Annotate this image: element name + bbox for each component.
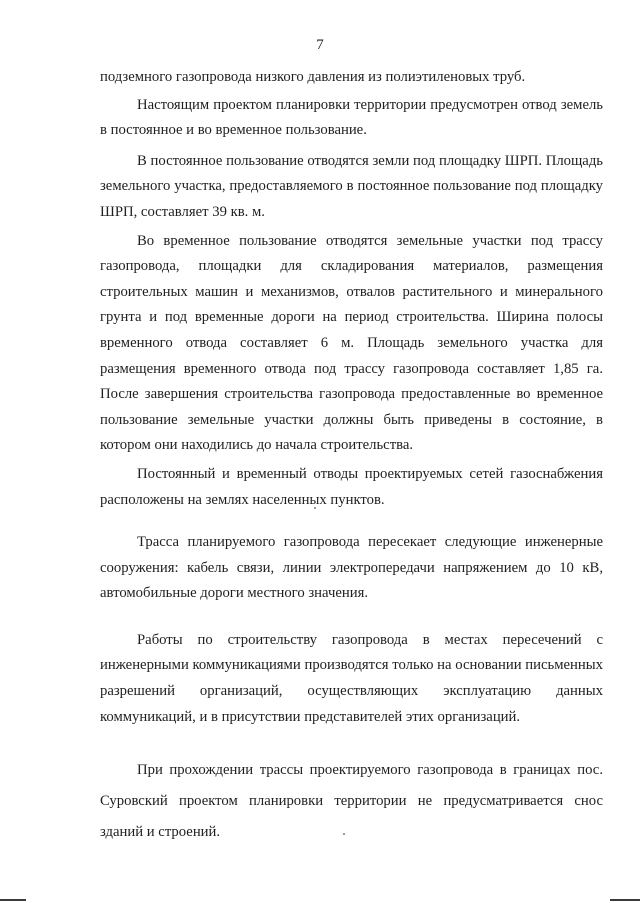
page-number: 7: [316, 37, 324, 53]
paragraph-land-allocation: Настоящим проектом планировки территории предусмотрен отвод земель в постоянное и во временное пользование.: [100, 96, 603, 139]
paragraph-demolition: При прохождении трассы проектируемого газопровода в границах пос. Суровский проектом планировки территории не предусматривается снос зданий и строений.: [100, 762, 603, 841]
paragraph-crossings: Трасса планируемого газопровода пересекает следующие инженерные сооружения: кабель связи, линии электропередачи напряжением до 10 кВ, автомобильные дороги местного значения.: [100, 534, 603, 602]
scan-speck: [314, 507, 316, 509]
paragraph-permissions: Работы по строительству газопровода в местах пересечений с инженерными коммуникациями производятся только на основании письменных разрешений организаций, осуществляющих эксплуатацию данных коммуникаций, и в присутствии представителей этих организаций.: [100, 631, 603, 725]
scan-edge-mark: [0, 899, 26, 901]
scan-edge-mark: [610, 899, 640, 901]
paragraph-permanent-use: В постоянное пользование отводятся земли под площадку ШРП. Площадь земельного участка, предоставляемого в постоянное пользование под площадку ШРП, составляет 39 кв. м.: [100, 152, 603, 220]
scan-speck: [343, 833, 345, 835]
paragraph-temporary-use: Во временное пользование отводятся земельные участки под трассу газопровода, площадки для складирования материалов, размещения строительных машин и механизмов, отвалов растительного и минерального грунта и под временные дороги на период строительства. Ширина полосы временного отвода составляет 6 м. Площадь земельного участка для размещения временного отвода под трассу газопровода составляет 1,85 га. После завершения строительства газопровода предоставленные во временное пользование земельные участки должны быть приведены в состояние, в котором они находились до начала строительства.: [100, 232, 603, 454]
document-body: [100, 65, 603, 848]
paragraph-land-category: Постоянный и временный отводы проектируемых сетей газоснабжения расположены на землях населенных пунктов.: [100, 465, 603, 508]
paragraph-continuation: подземного газопровода низкого давления из полиэтиленовых труб.: [100, 69, 526, 85]
